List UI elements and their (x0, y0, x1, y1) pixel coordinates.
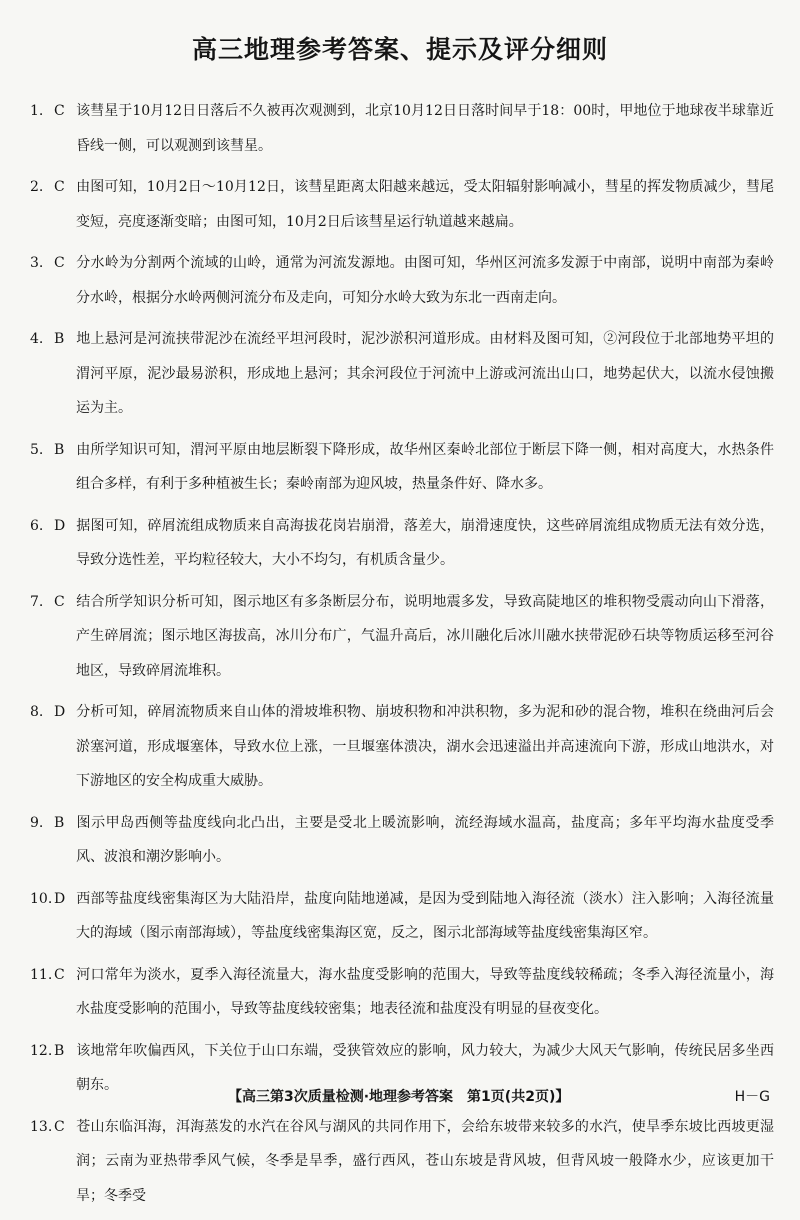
item-answer: B (54, 441, 65, 458)
answer-item-3 (30, 246, 774, 315)
answer-item-8 (30, 695, 774, 799)
item-number: 8. (30, 704, 44, 720)
item-answer: D (54, 704, 66, 720)
item-answer: C (54, 966, 65, 983)
footer-page-info: 【高三第3次质量检测·地理参考答案 第1页(共2页)】 (228, 1089, 570, 1105)
item-number: 12. (30, 1042, 53, 1059)
item-answer: B (54, 1042, 65, 1059)
answer-item-2 (30, 170, 774, 239)
answer-item-9 (30, 806, 774, 875)
item-explanation: 河口常年为淡水，夏季入海径流量大，海水盐度受影响的范围大，导致等盐度线较稀疏；冬季入海径流量小，海水盐度受影响的范围小，导致等盐度线较密集；地表径流和盐度没有明显的昼夜变化。 (76, 966, 774, 1017)
item-explanation: 分析可知，碎屑流物质来自山体的滑坡堆积物、崩坡积物和冲洪积物，多为泥和砂的混合物，堆积在绕曲河后会淤塞河道，形成堰塞体，导致水位上涨，一旦堰塞体溃决，湖水会迅速溢出并高速流向下游，形成山地洪水，对下游地区的安全构成重大威胁。 (76, 704, 774, 789)
item-explanation: 结合所学知识分析可知，图示地区有多条断层分布，说明地震多发，导致高陡地区的堆积物受震动向山下滑落，产生碎屑流；图示地区海拔高，冰川分布广，气温升高后，冰川融化后冰川融水挟带泥砂石块等物质运移至河谷地区，导致碎屑流堆积。 (76, 593, 774, 679)
item-answer: D (54, 517, 66, 534)
answer-item-13 (30, 1110, 774, 1214)
item-explanation: 苍山东临洱海，洱海蒸发的水汽在谷风与湖风的共同作用下，会给东坡带来较多的水汽，使旱季东坡比西坡更湿润；云南为亚热带季风气候，冬季是旱季，盛行西风，苍山东坡是背风坡，但背风坡一般降水少，应该更加干旱；冬季受 (76, 1118, 774, 1204)
item-answer: B (54, 331, 65, 347)
item-explanation: 由所学知识可知，渭河平原由地层断裂下降形成，故华州区秦岭北部位于断层下降一侧，相对高度大，水热条件组合多样，有利于多种植被生长；秦岭南部为迎风坡，热量条件好、降水多。 (76, 441, 774, 492)
answer-item-11 (30, 958, 774, 1027)
item-explanation: 该彗星于10月12日日落后不久被再次观测到，北京10月12日日落时间早于18：00时，甲地位于地球夜半球靠近昏线一侧，可以观测到该彗星。 (76, 103, 774, 154)
item-explanation: 西部等盐度线密集海区为大陆沿岸，盐度向陆地递减，是因为受到陆地入海径流（淡水）注入影响；入海径流量大的海域（图示南部海域），等盐度线密集海区宽，反之，图示北部海域等盐度线密集海区窄。 (76, 890, 774, 941)
item-number: 6. (30, 517, 44, 534)
item-number: 2. (30, 179, 44, 195)
item-number: 5. (30, 441, 44, 458)
item-explanation: 由图可知，10月2日～10月12日，该彗星距离太阳越来越远，受太阳辐射影响减小，彗星的挥发物质减少，彗尾变短，亮度逐渐变暗；由图可知，10月2日后该彗星运行轨道越来越扁。 (76, 179, 774, 230)
item-number: 13. (30, 1118, 53, 1135)
answer-item-4 (30, 322, 774, 426)
footer-code: H－G (734, 1089, 770, 1105)
item-number: 3. (30, 255, 44, 271)
answer-item-10 (30, 882, 774, 951)
item-answer: C (54, 593, 65, 610)
item-number: 10. (30, 890, 53, 907)
answer-list (30, 94, 774, 1220)
item-answer: C (54, 1118, 65, 1135)
answer-item-1 (30, 94, 774, 163)
answer-item-5 (30, 433, 774, 502)
item-number: 7. (30, 593, 44, 610)
item-number: 1. (30, 103, 44, 119)
item-explanation: 分水岭为分割两个流域的山岭，通常为河流发源地。由图可知，华州区河流多发源于中南部，说明中南部为秦岭分水岭，根据分水岭两侧河流分布及走向，可知分水岭大致为东北一西南走向。 (76, 255, 774, 306)
item-number: 4. (30, 331, 44, 347)
item-explanation: 地上悬河是河流挟带泥沙在流经平坦河段时，泥沙淤积河道形成。由材料及图可知，②河段位于北部地势平坦的渭河平原，泥沙最易淤积，形成地上悬河；其余河段位于河流中上游或河流出山口，地势起伏大，以流水侵蚀搬运为主。 (76, 331, 774, 416)
item-answer: C (54, 255, 65, 271)
item-explanation: 据图可知，碎屑流组成物质来自高海拔花岗岩崩滑，落差大，崩滑速度快，这些碎屑流组成物质无法有效分选，导致分选性差，平均粒径较大，大小不均匀，有机质含量少。 (76, 517, 774, 568)
answer-item-7 (30, 585, 774, 689)
answer-item-6 (30, 509, 774, 578)
item-answer: C (54, 179, 65, 195)
item-explanation: 该地常年吹偏西风，下关位于山口东端，受狭管效应的影响，风力较大，为减少大风天气影响，传统民居多坐西朝东。 (76, 1042, 774, 1093)
item-number: 11. (30, 966, 53, 983)
page-title: 高三地理参考答案、提示及评分细则 (191, 35, 608, 64)
item-answer: B (54, 814, 65, 831)
item-explanation: 图示甲岛西侧等盐度线向北凸出，主要是受北上暖流影响，流经海域水温高，盐度高；多年平均海水盐度受季风、波浪和潮汐影响小。 (76, 814, 774, 865)
item-number: 9. (30, 814, 44, 831)
item-answer: D (54, 890, 66, 907)
item-answer: C (54, 103, 65, 119)
